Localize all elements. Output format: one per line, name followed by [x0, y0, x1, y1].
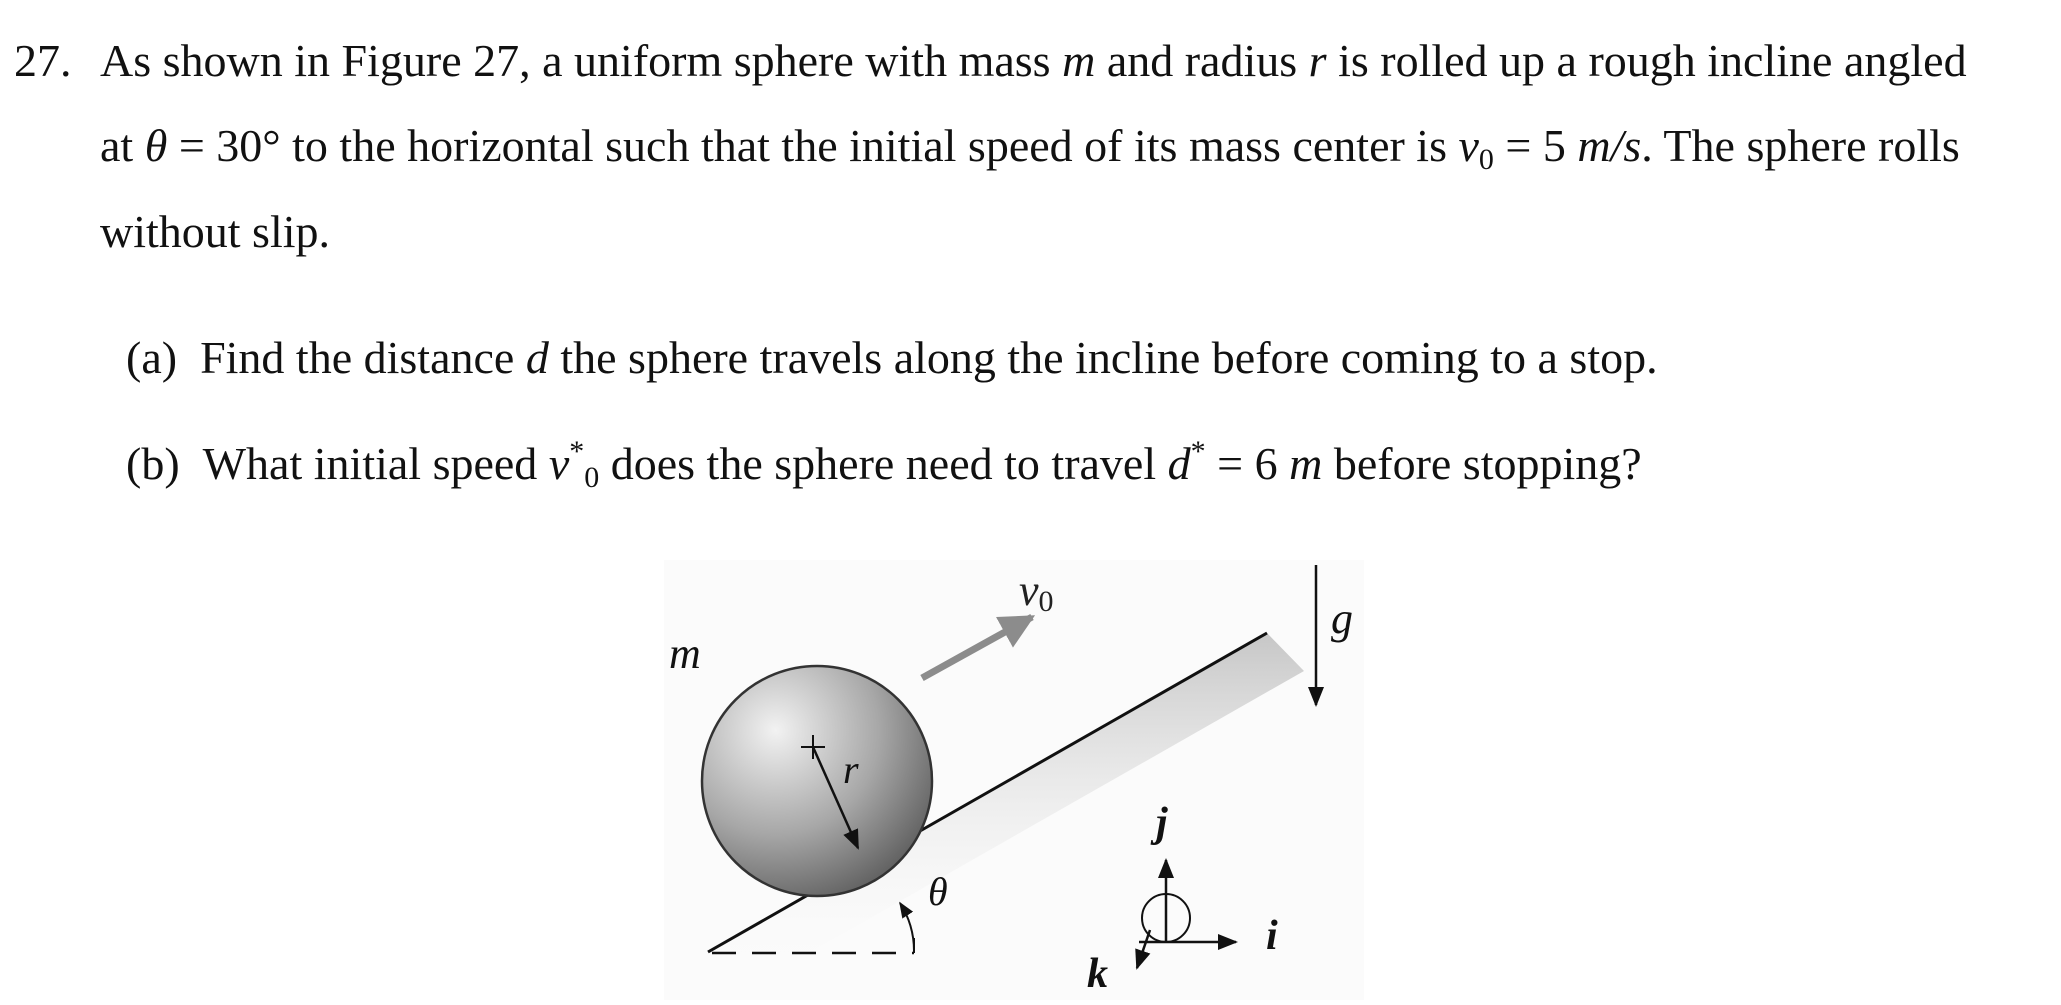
theta-symbol: θ — [144, 120, 168, 171]
part-b-label: (b) — [126, 438, 180, 489]
statement-text: at — [100, 120, 145, 171]
velocity-label: v0 — [1019, 566, 1054, 618]
part-a-label: (a) — [126, 332, 178, 383]
incline-diagram — [664, 560, 1364, 1000]
distance-symbol: d — [525, 332, 549, 383]
statement-text: is rolled up a rough incline angled — [1326, 35, 1967, 86]
statement-text: . The sphere rolls — [1641, 120, 1960, 171]
j-axis-label: j — [1156, 800, 1168, 846]
statement-line-2 — [100, 120, 1960, 176]
k-axis-label: k — [1087, 951, 1108, 997]
initial-speed-symbol: v — [548, 438, 570, 489]
angle-label: θ — [928, 869, 948, 914]
distance-unit: m — [1289, 438, 1323, 489]
mass-label: m — [669, 629, 701, 678]
initial-speed-subscript: 0 — [584, 461, 600, 494]
target-distance-symbol: d — [1167, 438, 1191, 489]
part-b-text: What initial speed — [202, 438, 549, 489]
statement-line-3: without slip. — [100, 206, 331, 257]
part-b-text: before stopping? — [1322, 438, 1642, 489]
sphere — [702, 666, 932, 896]
radius-label: r — [843, 747, 859, 792]
i-axis-label: i — [1266, 913, 1278, 959]
mass-symbol: m — [1062, 35, 1096, 86]
statement-text: = 5 — [1493, 120, 1578, 171]
part-b — [126, 435, 1642, 494]
velocity-symbol: v — [1458, 120, 1479, 171]
part-a — [126, 332, 1658, 383]
target-distance-superscript: * — [1190, 435, 1206, 468]
gravity-label: g — [1331, 594, 1353, 643]
part-b-text: does the sphere need to travel — [599, 438, 1168, 489]
radius-symbol: r — [1308, 35, 1327, 86]
speed-unit: m/s — [1577, 120, 1642, 171]
part-a-text: the sphere travels along the incline before coming to a stop. — [548, 332, 1658, 383]
initial-speed-superscript: * — [569, 435, 585, 468]
problem-number: 27. — [14, 35, 72, 86]
statement-text: = 30° to the horizontal such that the initial speed of its mass center is — [167, 120, 1459, 171]
figure-27 — [664, 560, 1364, 1000]
velocity-subscript: 0 — [1478, 143, 1494, 176]
statement-text: and radius — [1095, 35, 1309, 86]
part-a-text: Find the distance — [200, 332, 526, 383]
part-b-text: = 6 — [1205, 438, 1290, 489]
statement-line-1 — [100, 35, 1967, 86]
statement-text: As shown in Figure 27, a uniform sphere with mass — [100, 35, 1063, 86]
